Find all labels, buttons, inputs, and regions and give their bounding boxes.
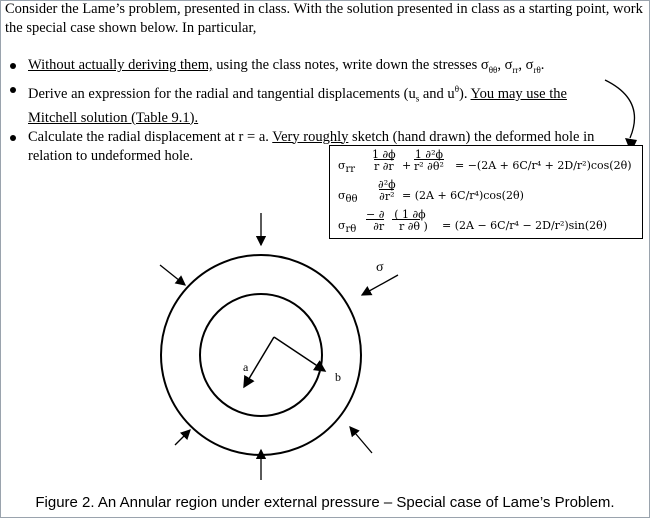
equation-rhs: = (2A + 6C/r⁴)cos(2θ) — [402, 189, 524, 202]
task-emphasis: Very roughly — [272, 128, 349, 145]
label-a: a — [243, 360, 249, 374]
bullet-icon — [10, 135, 16, 141]
fraction-term: ∂²ϕ ∂r² — [378, 178, 396, 203]
fraction-term: 1 ∂ϕ r ∂r — [372, 148, 396, 173]
equation-rhs: = −(2A + 6C/r⁴ + 2D/r²)cos(2θ) — [455, 159, 632, 172]
equation-sigma-rr — [338, 160, 355, 176]
task-text: sketch (hand drawn) the deformed hole in relation to undeformed hole. — [28, 128, 595, 164]
sigma-label: σ — [376, 260, 384, 275]
equation-sigma-tt — [338, 190, 358, 206]
pressure-arrow-top-left — [160, 265, 185, 285]
equation-lhs: σ — [338, 189, 346, 202]
bullet-icon — [10, 63, 16, 69]
subscript: s — [415, 93, 420, 104]
superscript: θ — [454, 83, 459, 94]
task-emphasis: Without actually deriving them, — [28, 57, 213, 73]
equation-lhs-sub: rθ — [345, 224, 357, 236]
fraction-term: 1 ∂²ϕ r² ∂θ² — [414, 148, 444, 173]
radius-a-arrow — [244, 337, 274, 387]
pressure-arrow-top-right — [362, 275, 398, 295]
stress-symbol: θθ — [488, 64, 498, 75]
task-emphasis: You may use the Mitchell solution (Table 9.1). — [28, 85, 567, 126]
equation-rhs: = (2A − 6C/r⁴ − 2D/r²)sin(2θ) — [442, 219, 608, 232]
outer-circle — [161, 255, 361, 455]
equation-lhs: σ — [338, 219, 346, 232]
equation-lhs: σ — [338, 159, 346, 172]
task-text: Derive an expression for the radial and tangential displacements (u — [28, 85, 416, 102]
pressure-arrow-bottom-left — [175, 430, 190, 445]
equation-lhs-sub: rr — [345, 164, 356, 176]
label-b: b — [335, 370, 341, 384]
figure-caption: Figure 2. An Annular region under external pressure – Special case of Lame’s Problem. — [35, 494, 615, 511]
stress-symbol: rr — [512, 64, 519, 75]
task-item-stresses: Without actually deriving them, using the class notes, write down the stresses $\sigma_{\theta\theta}$, $\sigma_{rr}$, $\sigma_{r\theta}$. — [8, 56, 613, 80]
task-text: using the class notes, write down the stresses σ — [212, 57, 489, 73]
task-text: ). — [459, 85, 471, 102]
task-text: Calculate the radial displacement at r = a. — [28, 128, 273, 145]
bullet-icon — [10, 87, 16, 93]
annulus-figure — [150, 205, 400, 485]
inner-hole-circle — [200, 294, 322, 416]
fraction-term: ( 1 ∂ϕ r ∂θ ) — [392, 208, 428, 233]
pressure-arrow-bottom-right — [350, 427, 372, 453]
equation-lhs-sub: θθ — [345, 194, 358, 206]
fraction-term: − ∂ ∂r — [366, 208, 385, 233]
task-text: and u — [419, 85, 455, 102]
task-item-displacements — [8, 80, 613, 128]
stress-symbol: rθ — [533, 64, 541, 75]
plus-sign: + — [402, 159, 412, 172]
intro-paragraph: Consider the Lame’s problem, presented in class. With the solution presented in class as a starting point, work the special case shown below. In particular, — [5, 1, 643, 36]
radius-b-arrow — [274, 337, 325, 371]
